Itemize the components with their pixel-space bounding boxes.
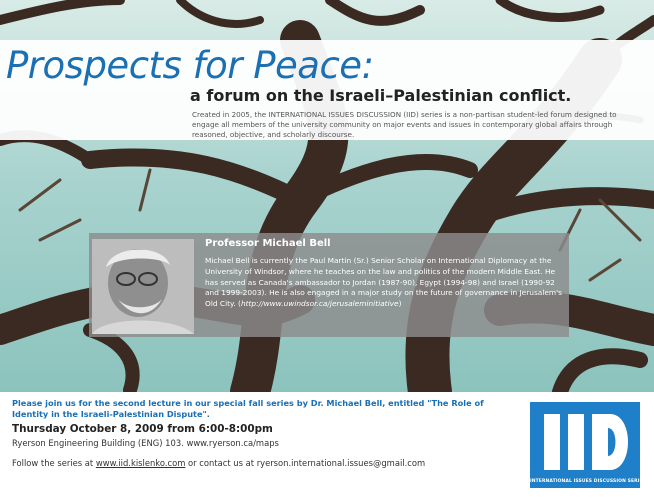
speaker-photo (92, 239, 194, 334)
logo-caption: INTERNATIONAL ISSUES DISCUSSION SERIES (530, 479, 646, 484)
maps-link[interactable]: www.ryerson.ca/maps (186, 438, 279, 448)
iid-logo-letters (530, 402, 646, 488)
event-date: Thursday October 8, 2009 from 6:00-8:00pm (12, 423, 273, 435)
speaker-bio-close: ) (398, 299, 402, 309)
poster-title: Prospects for Peace: (6, 44, 374, 87)
follow-middle: or contact us at (185, 458, 257, 468)
event-location-text: Ryerson Engineering Building (ENG) 103. (12, 438, 187, 448)
series-website-link[interactable]: www.iid.kislenko.com (95, 458, 186, 468)
speaker-portrait-image (92, 239, 194, 334)
speaker-bio-link[interactable]: http://www.uwindsor.ca/jerusaleminitiative (240, 299, 399, 309)
follow-line (12, 458, 425, 468)
follow-prefix: Follow the series at (12, 458, 96, 468)
series-intro-text: Created in 2005, the INTERNATIONAL ISSUES DISCUSSION (IID) series is a non-partisan student-led forum designed to engage all members of the university community on major events and issues in contemporary global affairs through reasoned, objective, and scholarly discourse. (192, 110, 617, 139)
event-location (12, 438, 279, 448)
event-invitation: Please join us for the second lecture in our special fall series by Dr. Michael Bell, entitled "The Role of Identity in the Israeli-Palestinian Dispute". (12, 398, 484, 419)
speaker-name: Professor Michael Bell (205, 238, 331, 249)
contact-email-link[interactable]: ryerson.international.issues@gmail.com (256, 458, 426, 468)
speaker-bio-body: Michael Bell is currently the Paul Martin (Sr.) Senior Scholar on International Diplomacy at the University of Windsor, where he teaches on the law and politics of the modern Middle East. He has served as Canada's ambassador to Jordan (1987-90), Egypt (1994-98) and Israel (1990-92 and 1999-2003). He is also engaged in a major study on the future of governance in Jerusalem's Old City. ( (205, 256, 563, 309)
speaker-bio-text (205, 256, 563, 310)
iid-logo (530, 402, 646, 488)
poster-subtitle: a forum on the Israeli–Palestinian conflict. (190, 86, 572, 105)
